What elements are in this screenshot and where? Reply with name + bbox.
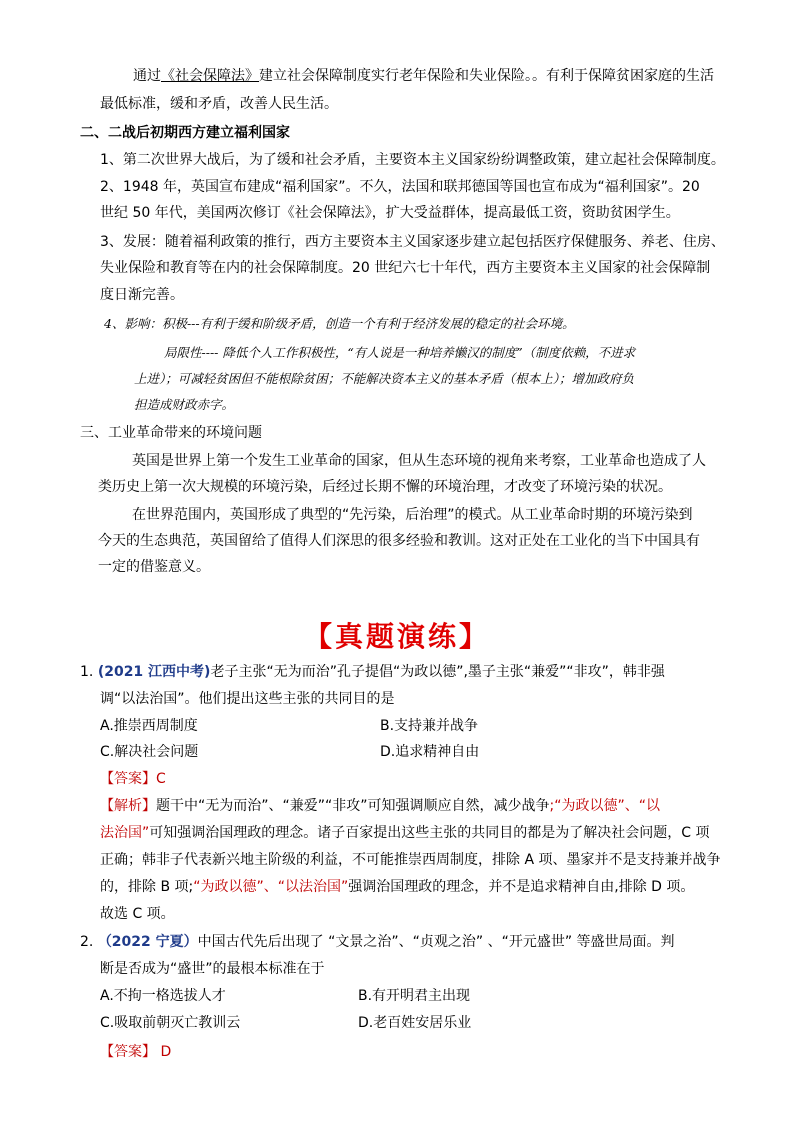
analysis-text: 题干中“无为而治”、“兼爱”“非攻”可知强调顺应自然，减少战争 [156, 798, 550, 814]
q1-analysis-line-1 [100, 796, 660, 816]
s2-point-4-limit-1: 局限性---- 降低个人工作积极性，“有人说是一种培养懒汉的制度”（制度依赖，不进求 [164, 345, 636, 360]
q2-option-c: C.吸取前朝灭亡教训云 [100, 1015, 241, 1031]
q2-number: 2. [80, 934, 94, 950]
s2-point-1: 1、第二次世界大战后，为了缓和社会矛盾，主要资本主义国家纷纷调整政策，建立起社会保障制度。 [100, 152, 725, 168]
intro-line-2: 最低标准，缓和矛盾，改善人民生活。 [100, 96, 338, 112]
q1-stem-line-1 [80, 662, 665, 682]
s3-para-1a: 英国是世界上第一个发生工业革命的国家，但从生态环境的视角来考察，工业革命也造成了人 [132, 453, 706, 469]
q1-option-c: C.解决社会问题 [100, 744, 199, 760]
law-name: 《社会保障法》 [161, 68, 259, 84]
q2-option-a: A.不拘一格选拔人才 [100, 988, 226, 1004]
answer-value: C [156, 771, 166, 787]
q2-option-d: D.老百姓安居乐业 [358, 1015, 472, 1031]
s2-point-3a: 3、发展：随着福利政策的推行，西方主要资本主义国家逐步建立起包括医疗保健服务、养老、住房、 [100, 234, 725, 250]
q1-stem-line-2: 调“以法治国”。他们提出这些主张的共同目的是 [100, 691, 395, 707]
q1-analysis-line-4 [100, 877, 694, 897]
answer-label: 【答案】 [100, 1044, 156, 1060]
analysis-highlight: ;“为政以德”、“以 [549, 798, 661, 814]
q1-option-b: B.支持兼并战争 [380, 718, 479, 734]
analysis-text: 可知强调治国理政的理念。诸子百家提出这些主张的共同目的都是为了解决社会问题，C 项 [149, 825, 710, 841]
s2-point-3b: 失业保险和教育等在内的社会保障制度。20 世纪六七十年代，西方主要资本主义国家的社会保障制 [100, 260, 711, 276]
section-3-heading: 三、工业革命带来的环境问题 [80, 425, 262, 441]
q1-analysis-line-5: 故选 C 项。 [100, 906, 175, 922]
q2-answer [100, 1042, 171, 1062]
s3-para-2b: 今天的生态典范，英国留给了值得人们深思的很多经验和教训。这对正处在工业化的当下中国具有 [98, 533, 700, 549]
intro-line-1 [133, 66, 714, 86]
q1-analysis-line-3: 正确；韩非子代表新兴地主阶级的利益，不可能推崇西周制度，排除 A 项、墨家并不是支持兼并战争 [100, 852, 721, 868]
q2-stem-line-2: 断是否成为“盛世”的最根本标准在于 [100, 961, 325, 977]
intro-text: 通过 [133, 68, 161, 84]
intro-text-cont: 建立社会保障制度实行老年保险和失业保险。。有利于保障贫困家庭的生活 [259, 68, 714, 84]
s2-point-4: 4、影响：积极---有利于缓和阶级矛盾，创造一个有利于经济发展的稳定的社会环境。 [104, 316, 575, 331]
s3-para-2a: 在世界范围内，英国形成了典型的“先污染，后治理”的模式。从工业革命时期的环境污染到 [132, 507, 693, 523]
s2-point-2a: 2、1948 年，英国宣布建成“福利国家”。不久，法国和联邦德国等国也宣布成为“福利国家”。20 [100, 179, 700, 195]
answer-label: 【答案】 [100, 771, 156, 787]
q1-number: 1. [80, 664, 94, 680]
s2-point-4-limit-3: 担造成财政赤字。 [134, 397, 235, 412]
s3-para-1b: 类历史上第一次大规模的环境污染，后经过长期不懈的环境治理，才改变了环境污染的状况。 [98, 479, 672, 495]
s2-point-2b: 世纪 50 年代，美国两次修订《社会保障法》，扩大受益群体，提高最低工资，资助贫困学生。 [100, 205, 680, 221]
q2-option-b: B.有开明君主出现 [358, 988, 471, 1004]
q1-stem: 老子主张“无为而治”孔子提倡“为政以德”,墨子主张“兼爱”“非攻”，韩非强 [210, 664, 665, 680]
answer-value: D [160, 1044, 172, 1060]
analysis-highlight: 法治国” [100, 825, 150, 841]
practice-title: 【真题演练】 [303, 620, 490, 653]
s2-point-3c: 度日渐完善。 [100, 287, 184, 303]
analysis-text: 强调治国理政的理念，并不是追求精神自由,排除 D 项。 [348, 879, 695, 895]
section-2-heading: 二、二战后初期西方建立福利国家 [80, 125, 290, 141]
q2-stem-line-1 [80, 932, 675, 952]
analysis-label: 【解析】 [100, 798, 156, 814]
analysis-text: 的，排除 B 项; [100, 879, 194, 895]
analysis-highlight: “为政以德”、“以法治国” [193, 879, 349, 895]
q1-analysis-line-2 [100, 823, 710, 843]
q1-option-a: A.推崇西周制度 [100, 718, 198, 734]
s3-para-2c: 一定的借鉴意义。 [98, 559, 210, 575]
q1-source: (2021 江西中考) [97, 664, 211, 680]
q1-answer [100, 769, 166, 789]
q2-stem: 中国古代先后出现了 “文景之治”、“贞观之治” 、“开元盛世” 等盛世局面。判 [197, 934, 675, 950]
s2-point-4-limit-2: 上进）；可减轻贫困但不能根除贫困；不能解决资本主义的基本矛盾（根本上）；增加政府负 [134, 371, 635, 386]
q2-source: （2022 宁夏） [97, 934, 198, 950]
q1-option-d: D.追求精神自由 [380, 744, 480, 760]
